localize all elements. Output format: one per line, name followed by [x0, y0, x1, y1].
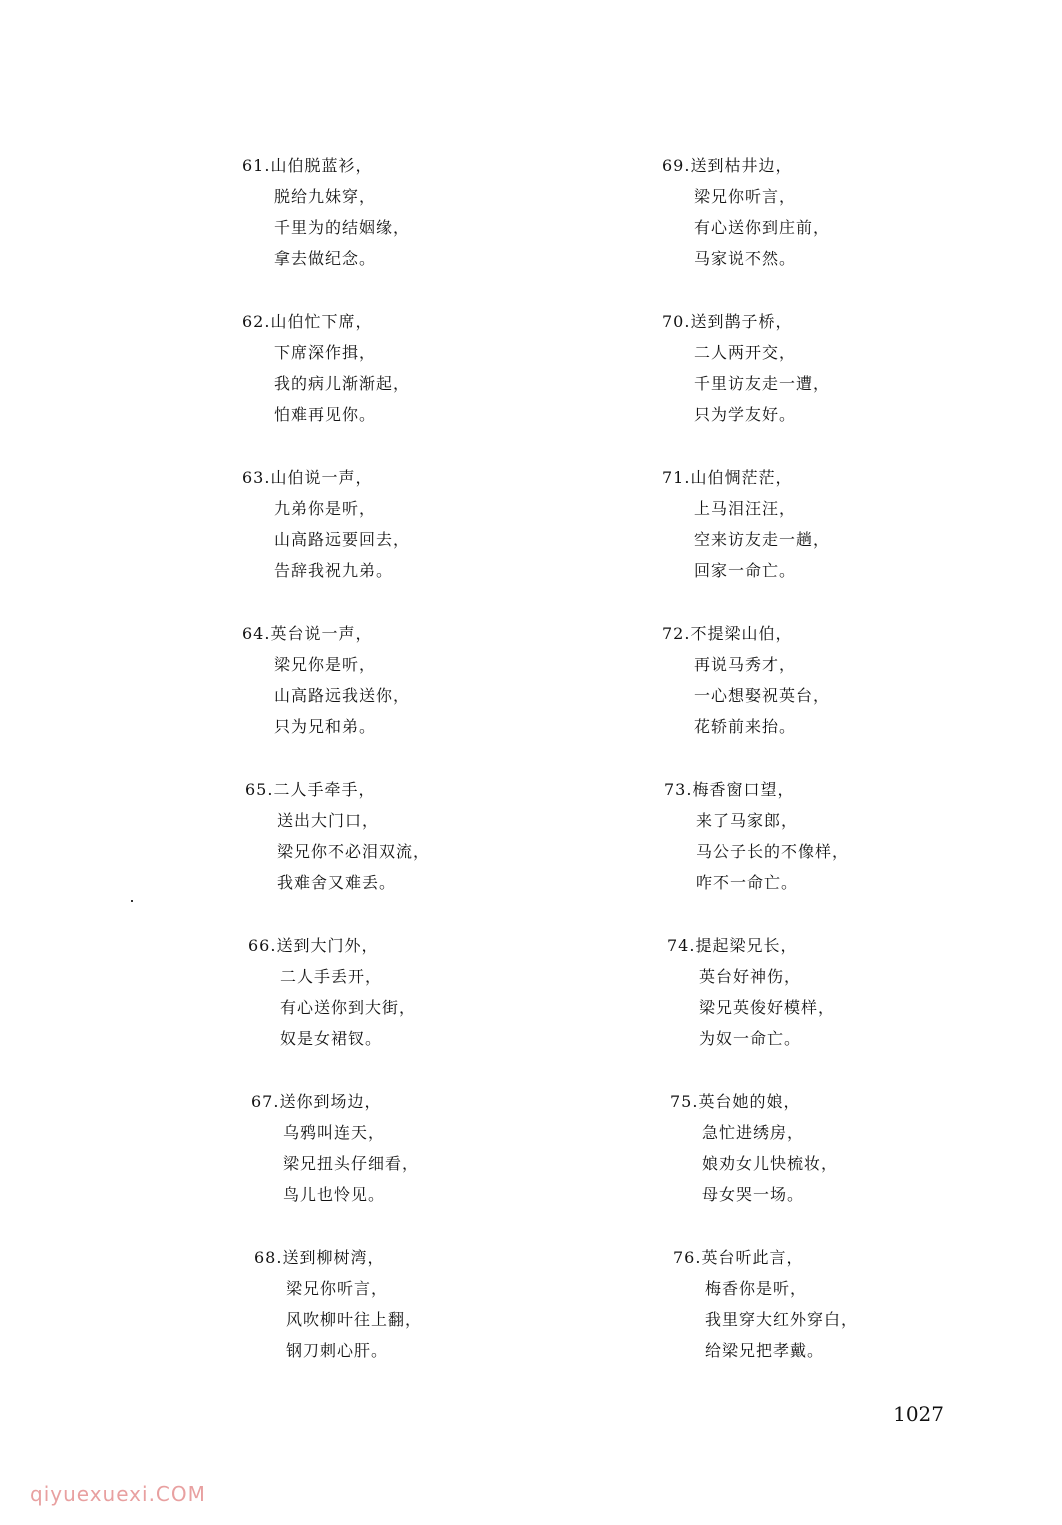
stanza-line: 告辞我祝九弟。 [274, 561, 394, 580]
stanza-line: 二人两开交， [694, 343, 797, 362]
stanza-line: 65.二人手牵手， [245, 780, 376, 799]
stanza-line: 空来访友走一趟， [694, 530, 831, 549]
stanza-76 [673, 1242, 1033, 1398]
stanza-line: 急忙进绣房， [702, 1123, 805, 1142]
stanza-64 [242, 618, 602, 774]
stanza-line: 只为学友好。 [694, 405, 797, 424]
stanza-line: 68.送到柳树湾， [254, 1248, 385, 1267]
stanza-line: 为奴一命亡。 [699, 1029, 802, 1048]
stanza-line: 马家说不然。 [694, 249, 797, 268]
watermark-logo: qiyuexuexi.COM [30, 1482, 206, 1506]
stanza-line: 64.英台说一声， [242, 624, 373, 643]
stanza-line: 回家一命亡。 [694, 561, 797, 580]
page-number: 1027 [893, 1402, 944, 1426]
stanza-line: 乌鸦叫连天， [283, 1123, 386, 1142]
left-column [242, 150, 602, 1398]
stanza-line: 上马泪汪汪， [694, 499, 797, 518]
stanza-66 [248, 930, 608, 1086]
stanza-line: 梅香你是听， [705, 1279, 808, 1298]
stanza-line: 74.提起梁兄长， [667, 936, 798, 955]
stanza-62 [242, 306, 602, 462]
stanza-73 [664, 774, 1024, 930]
stanza-61 [242, 150, 602, 306]
stanza-line: 70.送到鹊子桥， [662, 312, 793, 331]
stanza-line: 我里穿大红外穿白， [705, 1310, 859, 1329]
stanza-line: 63.山伯说一声， [242, 468, 373, 487]
stanza-line: 73.梅香窗口望， [664, 780, 795, 799]
stanza-line: 梁兄你听言， [694, 187, 797, 206]
stanza-line: 梁兄你是听， [274, 655, 377, 674]
stanza-line: 千里为的结姻缘， [274, 218, 411, 237]
stanza-line: 梁兄你听言， [286, 1279, 389, 1298]
stanza-line: 风吹柳叶往上翻， [286, 1310, 423, 1329]
stanza-line: 怕难再见你。 [274, 405, 377, 424]
stanza-line: 山高路远我送你， [274, 686, 411, 705]
stanza-65 [245, 774, 605, 930]
stanza-line: 给梁兄把孝戴。 [705, 1341, 825, 1360]
stanza-line: 只为兄和弟。 [274, 717, 377, 736]
stanza-line: 咋不一命亡。 [696, 873, 799, 892]
stanza-72 [662, 618, 1022, 774]
stanza-70 [662, 306, 1022, 462]
stanza-line: 山高路远要回去， [274, 530, 411, 549]
stanza-line: 有心送你到大街， [280, 998, 417, 1017]
stanza-line: 61.山伯脱蓝衫， [242, 156, 373, 175]
stanza-line: 钢刀刺心肝。 [286, 1341, 389, 1360]
scan-speck [131, 900, 133, 902]
stanza-line: 英台好神伤， [699, 967, 802, 986]
stanza-line: 69.送到枯井边， [662, 156, 793, 175]
stanza-63 [242, 462, 602, 618]
stanza-line: 72.不提梁山伯， [662, 624, 793, 643]
stanza-line: 鸟儿也怜见。 [283, 1185, 386, 1204]
stanza-line: 母女哭一场。 [702, 1185, 805, 1204]
stanza-line: 奴是女裙钗。 [280, 1029, 383, 1048]
stanza-line: 梁兄英俊好模样， [699, 998, 836, 1017]
stanza-line: 花轿前来抬。 [694, 717, 797, 736]
stanza-line: 马公子长的不像样， [696, 842, 850, 861]
stanza-67 [251, 1086, 611, 1242]
stanza-line: 梁兄扭头仔细看， [283, 1154, 420, 1173]
stanza-68 [254, 1242, 614, 1398]
stanza-line: 我的病儿渐渐起， [274, 374, 411, 393]
stanza-75 [670, 1086, 1030, 1242]
stanza-line: 我难舍又难丢。 [277, 873, 397, 892]
stanza-74 [667, 930, 1027, 1086]
stanza-line: 67.送你到场边， [251, 1092, 382, 1111]
stanza-line: 76.英台听此言， [673, 1248, 804, 1267]
stanza-line: 再说马秀才， [694, 655, 797, 674]
right-column [662, 150, 1022, 1398]
stanza-line: 九弟你是听， [274, 499, 377, 518]
stanza-line: 75.英台她的娘， [670, 1092, 801, 1111]
stanza-line: 来了马家郎， [696, 811, 799, 830]
stanza-line: 拿去做纪念。 [274, 249, 377, 268]
stanza-line: 66.送到大门外， [248, 936, 379, 955]
stanza-line: 送出大门口， [277, 811, 380, 830]
stanza-line: 娘劝女儿快梳妆， [702, 1154, 839, 1173]
stanza-line: 62.山伯忙下席， [242, 312, 373, 331]
stanza-line: 71.山伯惆茫茫， [662, 468, 793, 487]
stanza-71 [662, 462, 1022, 618]
stanza-line: 脱给九妹穿， [274, 187, 377, 206]
stanza-line: 梁兄你不必泪双流， [277, 842, 431, 861]
stanza-69 [662, 150, 1022, 306]
stanza-line: 二人手丢开， [280, 967, 383, 986]
stanza-line: 千里访友走一遭， [694, 374, 831, 393]
stanza-line: 有心送你到庄前， [694, 218, 831, 237]
stanza-line: 一心想娶祝英台， [694, 686, 831, 705]
stanza-line: 下席深作揖， [274, 343, 377, 362]
